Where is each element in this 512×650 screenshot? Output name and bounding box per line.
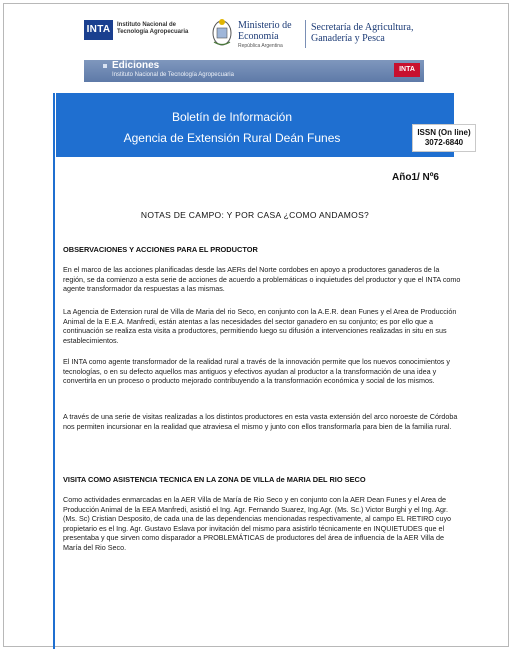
issue-number: Año1/ Nº6: [392, 172, 439, 183]
header-divider: [305, 20, 306, 48]
issn-box: [412, 124, 476, 152]
secretaria-name: Secretaría de Agricultura, Ganadería y Pesca: [311, 22, 414, 44]
paragraph-2: La Agencia de Extension rural de Villa de Maria del rio Seco, en conjunto con la A.E.R. dean Funes y el Area de Producción Animal de la E.E.A. Manfredi, están atentas a las necesidades del sector ganadero en su conjunto; es por ello que a continuación se realiza esta visita a productores, permitiendo luego su difusión a intervenciones realizadas in situ en sus establecimientos.: [63, 307, 457, 345]
coat-of-arms-icon: [210, 16, 234, 48]
band-bullet-icon: [103, 64, 107, 68]
issn-label: ISSN (On line): [417, 128, 471, 137]
paragraph-4: A través de una serie de visitas realizadas a los distintos productores en esta vasta extensión del arco noroeste de Córdoba nos permiten incursionar en la realidad que atraviesa el mismo y junto con ellos transformarla para bien de la familia rural.: [63, 412, 458, 431]
paragraph-5: Como actividades enmarcadas en la AER Villa de María de Rio Seco y en conjunto con la AER Dean Funes y el Area de Producción Animal de la EEA Manfredi, asistió el Ing. Agr. Fernando Suarez, Ing.Agr. (Ms. Sc.) Victor Burghi y el Ing. Agr. (Ms. Sc) Cristian Desposito, de cada una de las dependencias mencionadas respectivamente, al campo EL RETIRO cuyo propietario es el Ing. Agr. Gustavo Eslava por invitación del mismo para asistirlo técnicamente en INQUIETUDES que el presentaba y que sirven como disparador a PROBLEMÁTICAS de productores del área de influencia de la AER Villa de María del Rio Seco.: [63, 495, 452, 552]
inta-logo: INTA: [84, 20, 113, 40]
notes-title: NOTAS DE CAMPO: Y POR CASA ¿COMO ANDAMOS?: [140, 210, 370, 220]
bulletin-title: Boletín de Información: [171, 110, 293, 124]
band-subtitle: Instituto Nacional de Tecnología Agropecuaria: [112, 72, 234, 78]
ministry-name: Ministerio de Economía: [238, 20, 292, 42]
ediciones-band: [84, 60, 424, 82]
inta-name: Instituto Nacional de Tecnología Agropecuaria: [117, 22, 189, 35]
band-title: Ediciones: [112, 60, 160, 71]
left-margin-rule: [53, 93, 55, 649]
section-heading-observaciones: OBSERVACIONES Y ACCIONES PARA EL PRODUCTOR: [63, 245, 258, 254]
band-inta-logo: INTA: [394, 63, 420, 77]
header-logos: [0, 0, 512, 58]
title-block: [56, 93, 454, 157]
agency-title: Agencia de Extensión Rural Deán Funes: [123, 131, 341, 145]
ministry-subtitle: República Argentina: [238, 43, 283, 49]
paragraph-1: En el marco de las acciones planificadas desde las AERs del Norte cordobes en apoyo a productores ganaderos de la región, se da comienzo a esta serie de acciones de acuerdo a problemáticas o inquietudes del productor y que el INTA como agente transformador da respuestas a las mismas.: [63, 265, 461, 294]
issn-number: 3072-6840: [424, 138, 464, 147]
section-heading-visita: VISITA COMO ASISTENCIA TECNICA EN LA ZONA DE VILLA de MARIA DEL RIO SECO: [63, 475, 366, 484]
paragraph-3: El INTA como agente transformador de la realidad rural a través de la innovación permite que los nuevos conocimientos y tecnologías, o en su defecto aquellos mas antiguos y efectivos ayudan al productor a la transformación de una idea y convertirla en un proceso o producto mejorado contribuyendo a la transformación económica y social de los mismos.: [63, 357, 450, 386]
